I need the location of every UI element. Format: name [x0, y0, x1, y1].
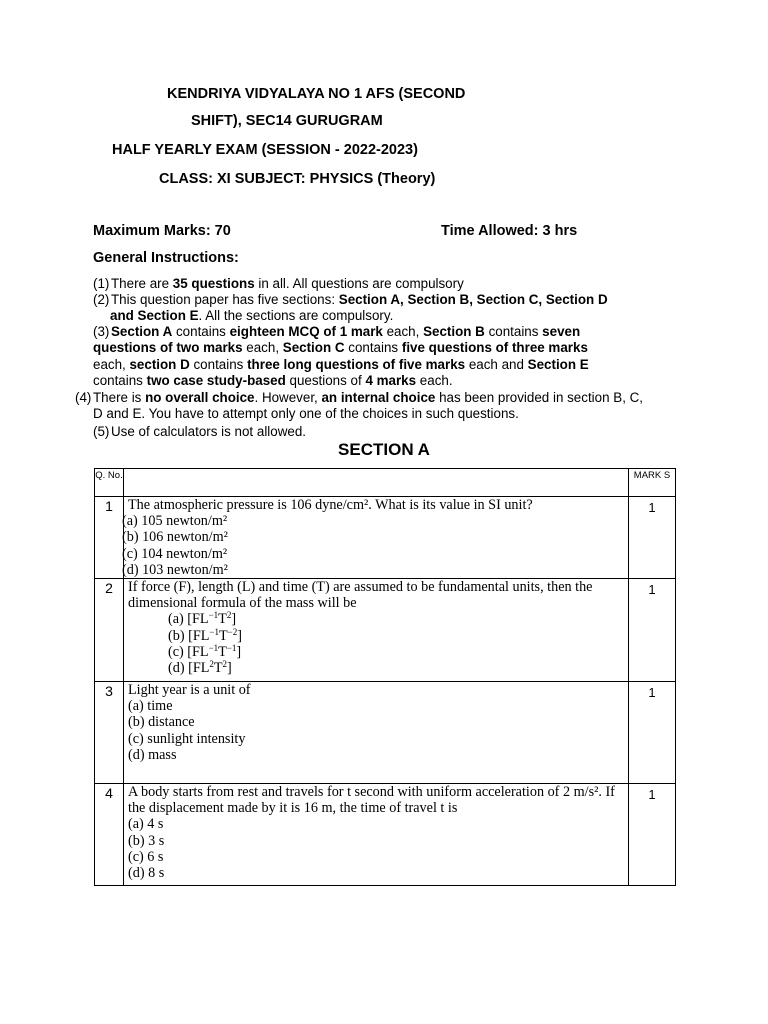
question-number: 3 [95, 682, 124, 784]
question-cell [124, 579, 629, 682]
option-a: (a) time [128, 698, 173, 715]
max-marks: Maximum Marks: 70 [93, 223, 231, 239]
exam-title: HALF YEARLY EXAM (SESSION - 2022-2023) [112, 142, 418, 158]
option-b [168, 628, 624, 644]
question-number: 1 [95, 497, 124, 579]
instruction-2 [93, 292, 608, 308]
option-c: (c) sunlight intensity [128, 730, 246, 747]
exponent: −1 [208, 610, 219, 621]
question-cell [124, 497, 629, 579]
option-c: (c) 104 newton/m² [122, 545, 228, 562]
exponent: −1 [208, 642, 219, 653]
section-title: SECTION A [338, 440, 430, 459]
class-subject: CLASS: XI SUBJECT: PHYSICS (Theory) [159, 171, 436, 187]
option-text: ] [227, 660, 232, 677]
instruction-bold: section D [129, 357, 190, 372]
question-cell [124, 682, 629, 784]
instruction-text: each. [416, 373, 453, 388]
instruction-number: (3) [93, 324, 110, 339]
instruction-text: each and [465, 357, 528, 372]
instruction-number: (5) [93, 424, 110, 439]
option-b: (b) distance [128, 714, 195, 731]
instruction-bold: Section B [423, 324, 485, 339]
option-a: (a) 4 s [128, 816, 164, 833]
instruction-text: There are [111, 276, 173, 291]
question-marks: 1 [629, 784, 676, 886]
instruction-bold: two case study-based [146, 373, 286, 388]
exponent: 2 [222, 659, 228, 670]
instruction-text: has been provided in section B, C, [435, 390, 644, 405]
question-text: The atmospheric pressure is 106 dyne/cm². What is its value in SI unit? [128, 497, 533, 513]
header-question [124, 469, 629, 497]
option-a: (a) 105 newton/m² [122, 513, 228, 530]
instruction-bold: five questions of three marks [401, 340, 588, 355]
instruction-text: each, [93, 357, 130, 372]
instruction-bold: Section C [282, 340, 345, 355]
instruction-bold: Section A, Section B, Section C, Section D [338, 292, 608, 307]
instruction-bold: three long questions of five marks [247, 357, 466, 372]
school-name-line1: KENDRIYA VIDYALAYA NO 1 AFS (SECOND [167, 86, 466, 102]
instruction-3-line4 [93, 373, 453, 389]
exponent: −1 [209, 626, 219, 637]
question-number: 4 [95, 784, 124, 886]
table-row [95, 497, 676, 579]
option-b: (b) 3 s [128, 832, 165, 849]
instruction-text: contains [344, 340, 402, 355]
question-marks: 1 [629, 682, 676, 784]
option-text: T [218, 627, 228, 644]
instruction-bold: eighteen MCQ of 1 mark [229, 324, 383, 339]
option-text: (c) [FL [168, 643, 209, 660]
instruction-4 [75, 390, 643, 406]
instructions-heading: General Instructions: [93, 250, 239, 266]
instruction-text: questions of [285, 373, 366, 388]
instruction-2-cont [110, 308, 393, 324]
instruction-bold: seven [542, 324, 581, 339]
instruction-bold: questions of two marks [93, 340, 243, 355]
question-cell [124, 784, 629, 886]
instruction-number: (2) [93, 292, 110, 307]
instruction-5 [93, 424, 306, 440]
exponent: 2 [209, 659, 214, 670]
question-marks: 1 [629, 497, 676, 579]
instruction-4-cont [93, 406, 519, 422]
question-marks: 1 [629, 579, 676, 682]
question-text: If force (F), length (L) and time (T) are assumed to be fundamental units, then the dimensional formula of the mass will be [128, 579, 593, 612]
option-text: ] [236, 643, 242, 660]
table-header-row [95, 469, 676, 497]
question-text: A body starts from rest and travels for t second with uniform acceleration of 2 m/s². If the displacement made by it is 16 m, the time of travel t is [128, 784, 615, 817]
instruction-text: contains [189, 357, 248, 372]
header-qno: Q. No. [95, 469, 124, 497]
instruction-number: (4) [75, 390, 92, 405]
header-marks: MARK S [629, 469, 676, 497]
option-text: (b) [FL [168, 627, 210, 644]
instruction-1 [93, 276, 464, 292]
exponent: −1 [226, 642, 237, 653]
table-row [95, 784, 676, 886]
option-a [168, 611, 624, 627]
instruction-text: Use of calculators is not allowed. [111, 424, 307, 439]
option-d: (d) mass [128, 746, 177, 763]
instruction-text: in all. All questions are compulsory [254, 276, 464, 291]
time-allowed: Time Allowed: 3 hrs [441, 223, 578, 239]
instruction-text: each, [242, 340, 283, 355]
instruction-text: contains [93, 373, 147, 388]
instruction-bold: and Section E [110, 308, 199, 323]
option-text: T [218, 643, 227, 660]
instruction-text: D and E. You have to attempt only one of the choices in such questions. [93, 406, 519, 421]
instruction-text: This question paper has five sections: [111, 292, 339, 307]
table-row [95, 579, 676, 682]
exponent: 2 [226, 610, 232, 621]
option-d: (d) 8 s [128, 865, 165, 882]
question-number: 2 [95, 579, 124, 682]
instruction-bold: 35 questions [172, 276, 255, 291]
instruction-text: There is [93, 390, 146, 405]
instruction-text: . All the sections are compulsory. [198, 308, 394, 323]
school-name-line2: SHIFT), SEC14 GURUGRAM [191, 113, 383, 129]
option-text: ] [231, 611, 237, 628]
instruction-text: contains [172, 324, 230, 339]
question-table [94, 468, 676, 886]
option-text: T [213, 660, 223, 677]
instruction-text: each, [382, 324, 424, 339]
option-text: ] [237, 627, 242, 644]
option-b: (b) 106 newton/m² [122, 529, 228, 546]
option-d [168, 660, 624, 676]
exponent: −2 [227, 626, 238, 637]
instruction-bold: Section A [111, 324, 173, 339]
option-d: (d) 103 newton/m² [122, 561, 228, 578]
instruction-bold: an internal choice [321, 390, 436, 405]
option-c [168, 644, 624, 660]
instruction-bold: 4 marks [365, 373, 417, 388]
instruction-3 [93, 324, 580, 340]
option-c: (c) 6 s [128, 848, 164, 865]
instruction-number: (1) [93, 276, 110, 291]
instruction-bold: no overall choice [145, 390, 255, 405]
instruction-text: contains [484, 324, 543, 339]
question-text: Light year is a unit of [128, 682, 251, 699]
table-row [95, 682, 676, 784]
option-text: T [218, 611, 227, 628]
instruction-3-line3 [93, 357, 589, 373]
instruction-bold: Section E [527, 357, 589, 372]
instruction-3-line2 [93, 340, 588, 356]
instruction-text: . However, [254, 390, 322, 405]
option-text: (a) [FL [168, 611, 209, 628]
option-text: (d) [FL [168, 660, 210, 677]
